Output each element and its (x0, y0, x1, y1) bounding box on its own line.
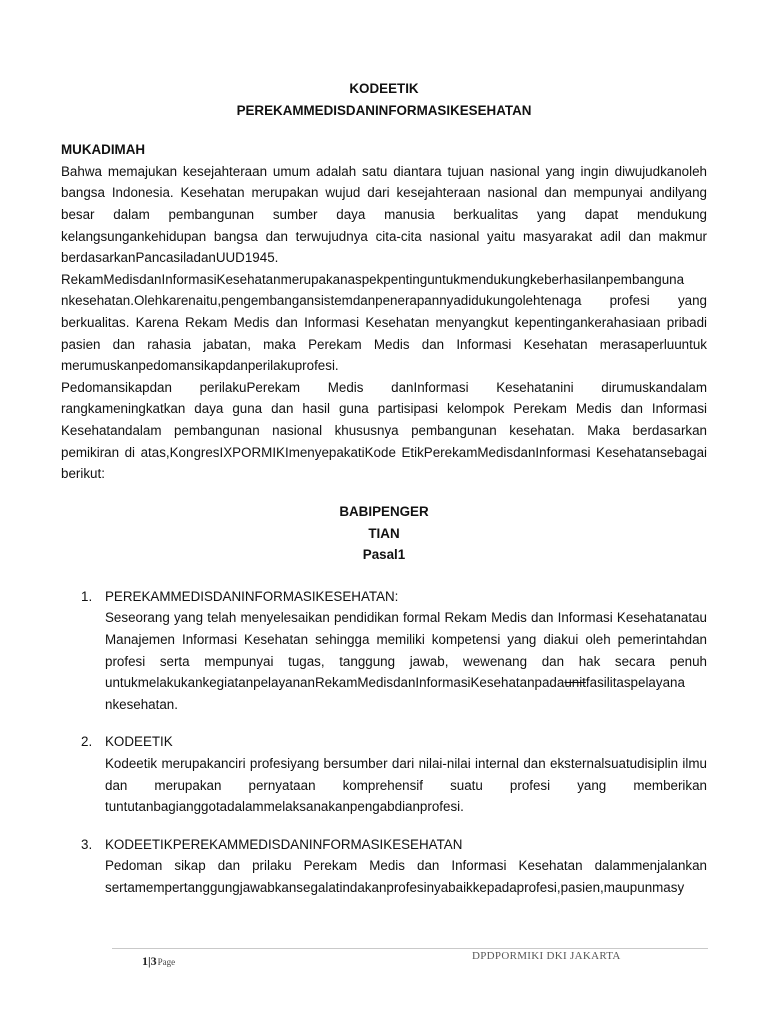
item-text: Kodeetik merupakanciri profesiyang bersumber dari nilai-nilai internal dan eksternalsuatudisiplin ilmu dan merupakan pernyataan komprehensif suatu profesi yang memberikan tuntutanbagianggotadalammelaksanakanpengabdianprofesi. (105, 756, 707, 815)
document-body (61, 78, 707, 915)
mukadimah-paragraph-3: Pedomansikapdan perilakuPerekam Medis danInformasi Kesehatanini dirumuskandalam rangkameningkatkan daya guna dan hasil guna partisipasi kelompok Perekam Medis dan Informasi Kesehatandalam pembangunan nasional khususnya pembangunan kesehatan. Maka berdasarkan pemikiran di atas,KongresIXPORMIKImenyepakatiKode EtikPerekamMedisdanInformasi Kesehatansebagai berikut: (61, 379, 707, 482)
footer-organization: DPDPORMIKI DKI JAKARTA (472, 950, 621, 962)
list-item (61, 834, 707, 899)
page-number (142, 954, 175, 969)
list-item (61, 731, 707, 817)
section-heading-mukadimah: MUKADIMAH (61, 142, 146, 158)
list-item (61, 586, 707, 716)
item-title: KODEETIKPEREKAMMEDISDANINFORMASIKESEHATAN (105, 836, 463, 852)
struck-text: unit (564, 675, 586, 691)
definition-list (61, 586, 707, 899)
mukadimah-paragraph-2: RekamMedisdanInformasiKesehatanmerupakanaspekpentinguntukmendukungkeberhasilanpembanguna nkesehatan.Olehkarenaitu,pengembangansistemdanpenerapannyadidukungolehtenaga profesi yang berkualitas. Karena Rekam Medis dan Informasi Kesehatan menyangkut kepentingankerahasiaan pribadi pasien dan rahasia jabatan, maka Perekam Medis dan Informasi Kesehatan merasaperluuntuk merumuskanpedomansikapdanperilakuprofesi. (61, 271, 707, 374)
item-text (105, 607, 707, 715)
item-text-part: Seseorang yang telah menyelesaikan pendidikan formal Rekam Medis dan Informasi Kesehatanatau Manajemen Informasi Kesehatan sehingga memiliki kompetensi yang diakui oleh pemerintahdan profesi serta mempunyai tugas, tanggung jawab, wewenang dan hak secara penuh untukmelakukankegiatanpelayananRekamMedisdanInformasiKesehatanpada (105, 610, 707, 691)
item-text-part: fasilitaspelayana nkesehatan. (105, 675, 685, 712)
item-text: Pedoman sikap dan prilaku Perekam Medis dan Informasi Kesehatan dalammenjalankan sertamempertanggungjawabkansegalatindakanprofesinyabaikkepadaprofesi,pasien,maupunmasy (105, 858, 707, 895)
item-title: KODEETIK (105, 734, 173, 750)
document-subtitle: PEREKAMMEDISDANINFORMASIKESEHATAN (236, 102, 532, 118)
page-label: Page (157, 957, 176, 967)
item-title: PEREKAMMEDISDANINFORMASIKESEHATAN: (105, 588, 399, 604)
footer-divider (112, 948, 708, 949)
article-title: Pasal1 (362, 547, 406, 563)
page-count: 1|3 (142, 954, 157, 968)
list-number: 2. (81, 734, 93, 750)
list-number: 1. (81, 588, 93, 604)
chapter-title-line-1: BABIPENGER (339, 503, 429, 519)
document-title: KODEETIK (349, 81, 419, 96)
chapter-title-line-2: TIAN (368, 525, 400, 541)
mukadimah-paragraph-1: Bahwa memajukan kesejahteraan umum adalah satu diantara tujuan nasional yang ingin diwujudkanoleh bangsa Indonesia. Kesehatan merupakan wujud dari kesejahteraan nasional dan mempunyai andilyang besar dalam pembangunan sumber daya manusia berkualitas yang dapat mendukung kelangsungankehidupan bangsa dan terwujudnya cita-cita nasional yaitu masyarakat adil dan makmur berdasarkanPancasiladanUUD1945. (61, 163, 707, 266)
list-number: 3. (81, 836, 93, 852)
